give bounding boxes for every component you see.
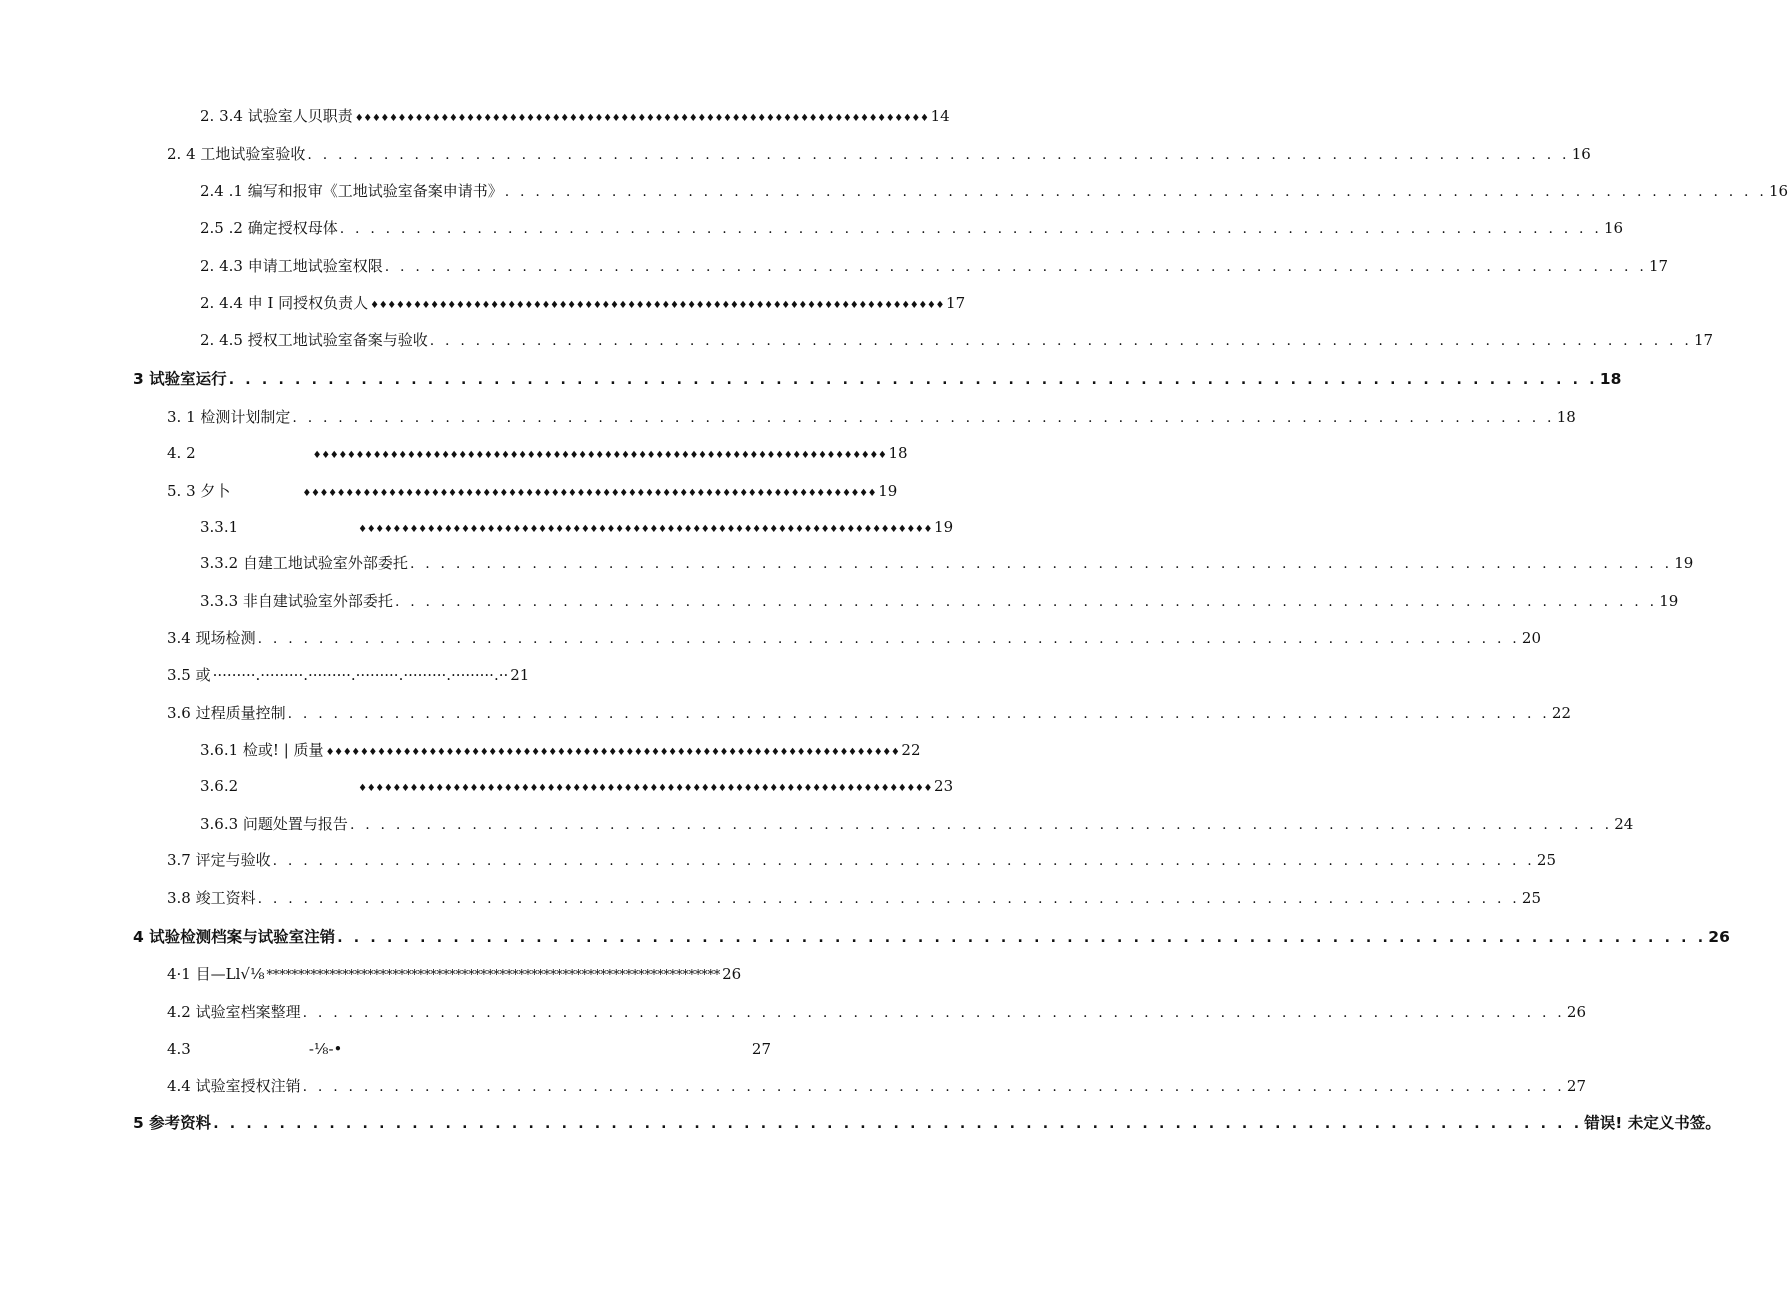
toc-entry-page-number: 26 xyxy=(1708,928,1730,946)
toc-entry-leader: . . . . . . . . . . . . . . . . . . . . . . . . . . . . . . . . . . . . . . . . . . . . . . . . . . . . . . . . . . . . . . . . . . . . . . . . . . . . . . . . . . . xyxy=(302,1005,1565,1021)
toc-entry-label: 3.8 竣工资料 xyxy=(167,889,256,907)
toc-entry-page-number: 18 xyxy=(888,444,908,462)
toc-entry-label: 3.5 或 xyxy=(167,666,211,684)
toc-entry-page-number: 27 xyxy=(751,1040,771,1058)
toc-entry-leader: . . . . . . . . . . . . . . . . . . . . . . . . . . . . . . . . . . . . . . . . . . . . . . . . . . . . . . . . . . . . . . . . . . . . . . . . . . . . . . . . . . . xyxy=(257,891,1520,907)
toc-entry-page-number: 16 xyxy=(1571,145,1591,163)
toc-entry[interactable] xyxy=(167,628,1542,648)
toc-entry-page-number: 16 xyxy=(1769,182,1788,200)
toc-entry-leader: . . . . . . . . . . . . . . . . . . . . . . . . . . . . . . . . . . . . . . . . . . . . . . . . . . . . . . . . . . . . . . . . . . . . . . . . . . . . . . . . . . . xyxy=(307,147,1570,163)
toc-entry-label: 4·1 目—Ll√⅛ xyxy=(167,965,265,983)
toc-entry[interactable] xyxy=(200,106,950,126)
toc-entry-label: 3. 1 检测计划制定 xyxy=(167,408,291,426)
toc-entry-page-number: 26 xyxy=(1566,1003,1587,1021)
toc-entry-leader: . . . . . . . . . . . . . . . . . . . . . . . . . . . . . . . . . . . . . . . . . . . . . . . . . . . . . . . . . . . . . . . . . . . . . . . . . . . . . . . . . . . xyxy=(337,930,1707,946)
toc-entry-leader: . . . . . . . . . . . . . . . . . . . . . . . . . . . . . . . . . . . . . . . . . . . . . . . . . . . . . . . . . . . . . . . . . . . . . . . . . . . . . . . . . . . xyxy=(409,556,1673,572)
toc-entry-leader: ♦♦♦♦♦♦♦♦♦♦♦♦♦♦♦♦♦♦♦♦♦♦♦♦♦♦♦♦♦♦♦♦♦♦♦♦♦♦♦♦♦♦♦♦♦♦♦♦♦♦♦♦♦♦♦♦♦♦♦♦♦♦♦♦♦♦♦ xyxy=(302,488,877,499)
toc-entry[interactable] xyxy=(200,591,1679,611)
toc-entry-page-number: 19 xyxy=(878,482,898,500)
toc-entry-page-number: 17 xyxy=(1649,257,1669,275)
toc-entry-label: 3.3.3 非自建试验室外部委托 xyxy=(200,592,393,610)
toc-entry-leader: ************************************************************************ xyxy=(266,968,721,983)
toc-entry-leader: . . . . . . . . . . . . . . . . . . . . . . . . . . . . . . . . . . . . . . . . . . . . . . . . . . . . . . . . . . . . . . . . . . . . . . . . . . . . . . . . . . . xyxy=(339,221,1603,237)
toc-entry-fragment: -⅛-• xyxy=(308,1040,343,1058)
toc-entry[interactable] xyxy=(200,814,1634,834)
toc-entry-leader: . . . . . . . . . . . . . . . . . . . . . . . . . . . . . . . . . . . . . . . . . . . . . . . . . . . . . . . . . . . . . . . . . . . . . . . . . . . . . . . . . . . xyxy=(394,594,1658,610)
toc-entry-page-number: 错误! 未定义书签。 xyxy=(1584,1114,1721,1132)
toc-entry-label: 3.6.3 问题处置与报告 xyxy=(200,815,348,833)
toc-entry[interactable] xyxy=(200,330,1714,350)
toc-entry[interactable] xyxy=(167,888,1542,908)
toc-entry-label: 2.4 .1 编写和报审《工地试验室备案申请书》 xyxy=(200,182,503,200)
toc-entry-label: 2. 4 工地试验室验收 xyxy=(167,145,306,163)
toc-entry[interactable] xyxy=(200,218,1624,238)
toc-entry-leader: . . . . . . . . . . . . . . . . . . . . . . . . . . . . . . . . . . . . . . . . . . . . . . . . . . . . . . . . . . . . . . . . . . . . . . . . . . . . . . . . . . . xyxy=(429,333,1693,349)
toc-entry-label: 3.3.2 自建工地试验室外部委托 xyxy=(200,554,408,572)
toc-entry-page-number: 19 xyxy=(1674,554,1694,572)
toc-entry-leader: . . . . . . . . . . . . . . . . . . . . . . . . . . . . . . . . . . . . . . . . . . . . . . . . . . . . . . . . . . . . . . . . . . . . . . . . . . . . . . . . . . . xyxy=(302,1079,1565,1095)
toc-entry-page-number: 27 xyxy=(1566,1077,1587,1095)
toc-entry[interactable] xyxy=(133,927,1730,947)
toc-entry[interactable] xyxy=(167,1076,1587,1096)
toc-entry[interactable] xyxy=(167,407,1576,427)
toc-entry[interactable] xyxy=(200,181,1788,201)
toc-entry[interactable] xyxy=(200,553,1694,573)
toc-entry[interactable] xyxy=(133,369,1622,389)
toc-entry-label: 4.4 试验室授权注销 xyxy=(167,1077,301,1095)
toc-entry-leader: . . . . . . . . . . . . . . . . . . . . . . . . . . . . . . . . . . . . . . . . . . . . . . . . . . . . . . . . . . . . . . . . . . . . . . . . . . . . . . . . . . . xyxy=(257,631,1520,647)
toc-entry-page-number: 22 xyxy=(901,741,921,759)
toc-entry-page-number: 22 xyxy=(1551,704,1572,722)
toc-entry-page-number: 19 xyxy=(934,518,954,536)
toc-entry-label: 2. 4.5 授权工地试验室备案与验收 xyxy=(200,331,428,349)
toc-entry[interactable] xyxy=(167,703,1572,723)
toc-entry-leader: ♦♦♦♦♦♦♦♦♦♦♦♦♦♦♦♦♦♦♦♦♦♦♦♦♦♦♦♦♦♦♦♦♦♦♦♦♦♦♦♦♦♦♦♦♦♦♦♦♦♦♦♦♦♦♦♦♦♦♦♦♦♦♦♦♦♦♦ xyxy=(358,524,933,535)
toc-entry-leader: . . . . . . . . . . . . . . . . . . . . . . . . . . . . . . . . . . . . . . . . . . . . . . . . . . . . . . . . . . . . . . . . . . . . . . . . . . . . . . . . . . . xyxy=(384,259,1648,275)
toc-entry[interactable] xyxy=(200,740,921,760)
toc-entry[interactable] xyxy=(167,144,1591,164)
toc-entry-page-number: 25 xyxy=(1521,889,1542,907)
toc-entry-leader: . . . . . . . . . . . . . . . . . . . . . . . . . . . . . . . . . . . . . . . . . . . . . . . . . . . . . . . . . . . . . . . . . . . . . . . . . . . . . . . . . . . xyxy=(349,817,1613,833)
toc-entry-label: 3.6.1 检或! | 质量 xyxy=(200,741,324,759)
toc-entry-leader: . . . . . . . . . . . . . . . . . . . . . . . . . . . . . . . . . . . . . . . . . . . . . . . . . . . . . . . . . . . . . . . . . . . . . . . . . . . . . . . . . . . xyxy=(292,410,1555,426)
toc-entry-page-number: 18 xyxy=(1556,408,1576,426)
toc-entry[interactable] xyxy=(200,517,954,537)
toc-entry-label: 3.3.1 xyxy=(200,518,239,536)
toc-entry[interactable] xyxy=(167,850,1557,870)
toc-entry-label: 2. 4.3 申请工地试验室权限 xyxy=(200,257,383,275)
toc-entry-page-number: 26 xyxy=(722,965,742,983)
toc-entry-leader: . . . . . . . . . . . . . . . . . . . . . . . . . . . . . . . . . . . . . . . . . . . . . . . . . . . . . . . . . . . . . . . . . . . . . . . . . . . . . . . . . . . xyxy=(213,1116,1583,1132)
toc-entry-label: 2.5 .2 确定授权母体 xyxy=(200,219,338,237)
toc-entry[interactable] xyxy=(167,1039,771,1059)
toc-entry-label: 4.2 试验室档案整理 xyxy=(167,1003,301,1021)
toc-entry-leader: ♦♦♦♦♦♦♦♦♦♦♦♦♦♦♦♦♦♦♦♦♦♦♦♦♦♦♦♦♦♦♦♦♦♦♦♦♦♦♦♦♦♦♦♦♦♦♦♦♦♦♦♦♦♦♦♦♦♦♦♦♦♦♦♦♦♦♦ xyxy=(358,783,933,794)
toc-entry[interactable] xyxy=(167,964,742,984)
toc-entry-leader: . . . . . . . . . . . . . . . . . . . . . . . . . . . . . . . . . . . . . . . . . . . . . . . . . . . . . . . . . . . . . . . . . . . . . . . . . . . . . . . . . . . xyxy=(228,372,1598,388)
toc-entry-label: 5 参考资料 xyxy=(133,1114,212,1132)
toc-entry[interactable] xyxy=(200,776,954,796)
toc-entry-leader: . . . . . . . . . . . . . . . . . . . . . . . . . . . . . . . . . . . . . . . . . . . . . . . . . . . . . . . . . . . . . . . . . . . . . . . . . . . . . . . . . . . xyxy=(272,853,1535,869)
toc-entry-label: 3.6.2 xyxy=(200,777,239,795)
toc-entry-page-number: 20 xyxy=(1521,629,1542,647)
toc-entry-page-number: 16 xyxy=(1604,219,1624,237)
toc-entry-page-number: 21 xyxy=(510,666,530,684)
toc-entry[interactable] xyxy=(167,1002,1587,1022)
toc-entry-leader: ♦♦♦♦♦♦♦♦♦♦♦♦♦♦♦♦♦♦♦♦♦♦♦♦♦♦♦♦♦♦♦♦♦♦♦♦♦♦♦♦♦♦♦♦♦♦♦♦♦♦♦♦♦♦♦♦♦♦♦♦♦♦♦♦♦♦♦ xyxy=(354,113,929,124)
toc-entry-label: 3 试验室运行 xyxy=(133,370,227,388)
toc-entry[interactable] xyxy=(200,293,966,313)
toc-entry-page-number: 25 xyxy=(1536,851,1557,869)
toc-entry-label: 4.3 xyxy=(167,1040,191,1058)
toc-entry-page-number: 17 xyxy=(946,294,966,312)
toc-entry-page-number: 17 xyxy=(1694,331,1714,349)
toc-entry-label: 4. 2 xyxy=(167,444,196,462)
toc-entry-page-number: 19 xyxy=(1659,592,1679,610)
toc-entry-page-number: 23 xyxy=(934,777,954,795)
toc-entry-label: 3.4 现场检测 xyxy=(167,629,256,647)
toc-entry-leader: . . . . . . . . . . . . . . . . . . . . . . . . . . . . . . . . . . . . . . . . . . . . . . . . . . . . . . . . . . . . . . . . . . . . . . . . . . . . . . . . . . . xyxy=(287,706,1550,722)
toc-entry-label: 5. 3 夕卜 xyxy=(167,482,231,500)
toc-entry[interactable] xyxy=(133,1113,1721,1133)
toc-entry-leader: ♦♦♦♦♦♦♦♦♦♦♦♦♦♦♦♦♦♦♦♦♦♦♦♦♦♦♦♦♦♦♦♦♦♦♦♦♦♦♦♦♦♦♦♦♦♦♦♦♦♦♦♦♦♦♦♦♦♦♦♦♦♦♦♦♦♦♦ xyxy=(325,747,900,758)
toc-entry-label: 2. 3.4 试验室人贝职责 xyxy=(200,107,353,125)
toc-entry-label: 2. 4.4 申 I 同授权负责人 xyxy=(200,294,369,312)
toc-entry[interactable] xyxy=(167,443,908,463)
toc-entry[interactable] xyxy=(200,256,1669,276)
toc-entry-label: 3.7 评定与验收 xyxy=(167,851,271,869)
toc-entry-page-number: 14 xyxy=(930,107,950,125)
toc-entry-label: 3.6 过程质量控制 xyxy=(167,704,286,722)
toc-entry-label: 4 试验检测档案与试验室注销 xyxy=(133,928,336,946)
toc-entry-leader: ♦♦♦♦♦♦♦♦♦♦♦♦♦♦♦♦♦♦♦♦♦♦♦♦♦♦♦♦♦♦♦♦♦♦♦♦♦♦♦♦♦♦♦♦♦♦♦♦♦♦♦♦♦♦♦♦♦♦♦♦♦♦♦♦♦♦♦ xyxy=(312,450,887,461)
toc-entry[interactable] xyxy=(167,665,530,685)
toc-entry-leader: . . . . . . . . . . . . . . . . . . . . . . . . . . . . . . . . . . . . . . . . . . . . . . . . . . . . . . . . . . . . . . . . . . . . . . . . . . . . . . . . . . . xyxy=(504,184,1768,200)
toc-entry-leader: ♦♦♦♦♦♦♦♦♦♦♦♦♦♦♦♦♦♦♦♦♦♦♦♦♦♦♦♦♦♦♦♦♦♦♦♦♦♦♦♦♦♦♦♦♦♦♦♦♦♦♦♦♦♦♦♦♦♦♦♦♦♦♦♦♦♦♦ xyxy=(370,300,945,311)
toc-entry-page-number: 18 xyxy=(1599,370,1622,388)
toc-entry[interactable] xyxy=(167,481,898,501)
toc-entry-page-number: 24 xyxy=(1614,815,1634,833)
toc-entry-leader: ·········.·········.·········.·········.·········.·········.·· xyxy=(212,666,509,684)
